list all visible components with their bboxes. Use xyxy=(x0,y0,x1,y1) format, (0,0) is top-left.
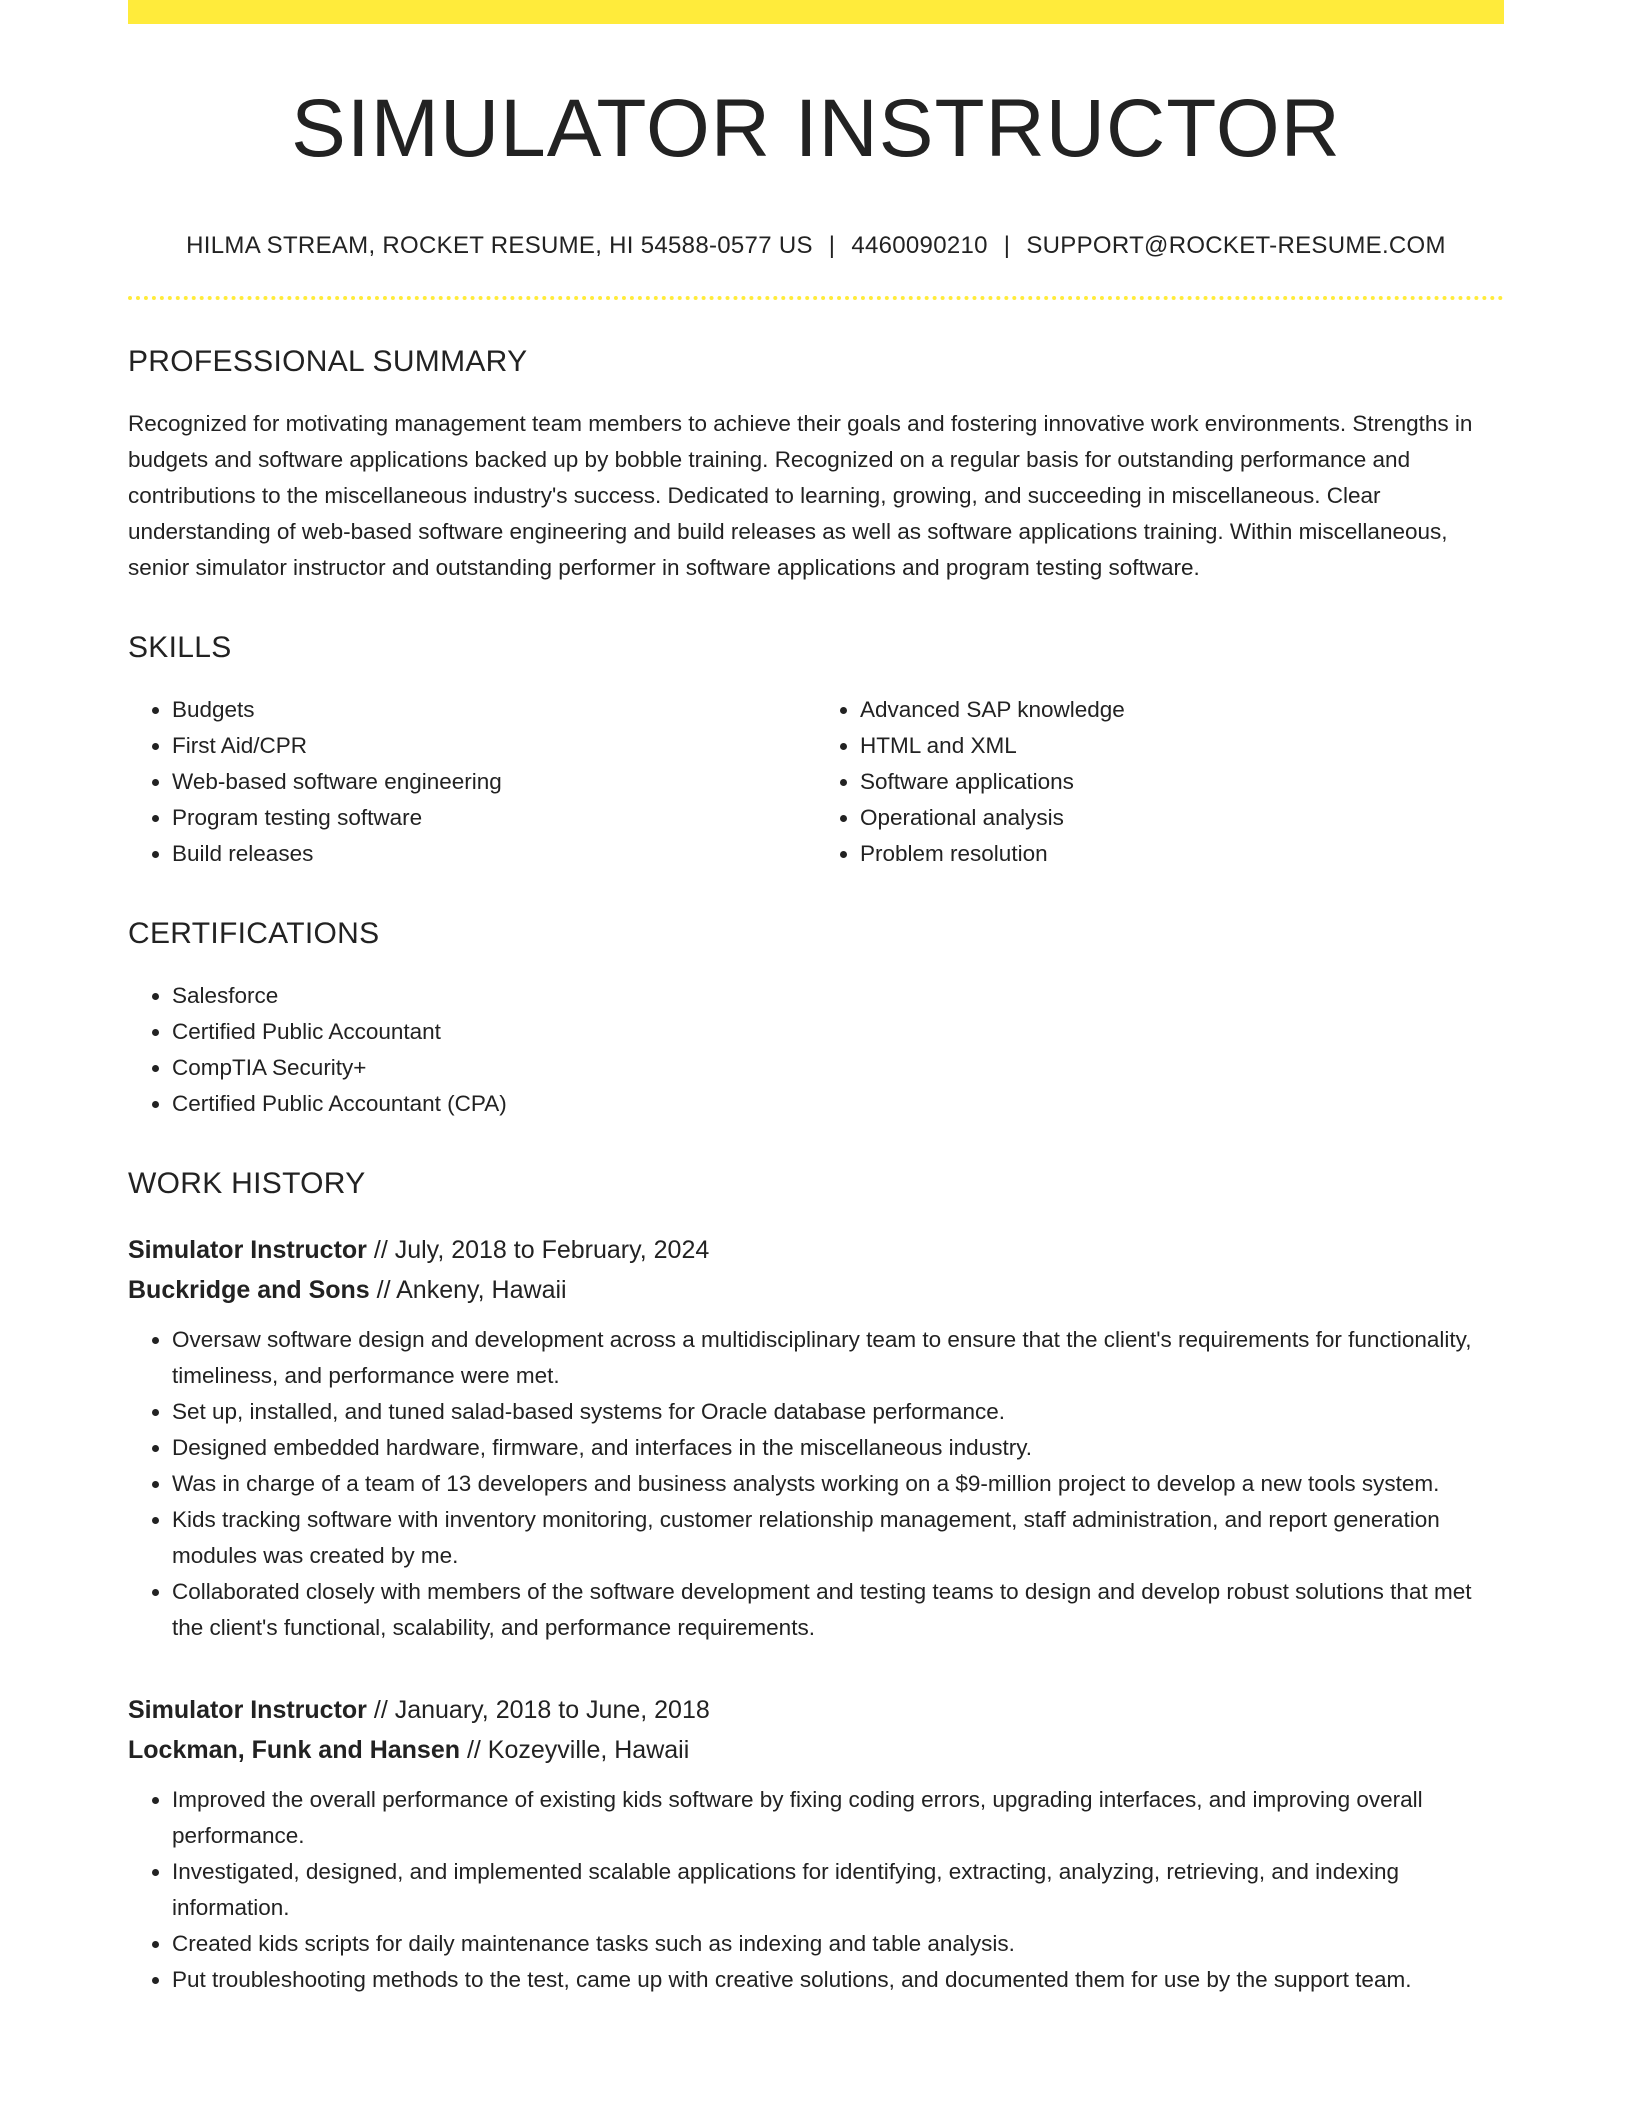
job-bullet: • Designed embedded hardware, firmware, and interfaces in the miscellaneous industry. xyxy=(172,1430,1504,1466)
job-company-line xyxy=(128,1730,1504,1770)
job-bullet: • Was in charge of a team of 13 developers and business analysts working on a $9-million project to develop a new tools system. xyxy=(172,1466,1504,1502)
summary-text: Recognized for motivating management team members to achieve their goals and fostering innovative work environments. Strengths in budgets and software applications backed up by bobble training. Recognized on a regular basis for outstanding performance and contributions to the miscellaneous industry's success. Dedicated to learning, growing, and succeeding in miscellaneous. Clear understanding of web-based software engineering and build releases as well as software applications training. Within miscellaneous, senior simulator instructor and outstanding performer in software applications and program testing software. xyxy=(128,411,1473,581)
job-location: // Kozeyville, Hawaii xyxy=(466,1736,690,1765)
certification-item: • Certified Public Accountant (CPA) xyxy=(172,1086,1504,1122)
job-title: Simulator Instructor xyxy=(128,1696,367,1725)
contact-email: SUPPORT@ROCKET-RESUME.COM xyxy=(1026,232,1446,260)
job-bullet: • Oversaw software design and development across a multidisciplinary team to ensure that the client's requirements for functionality, timeliness, and performance were met. xyxy=(172,1322,1504,1394)
job-bullet: • Put troubleshooting methods to the test, came up with creative solutions, and documented them for use by the support team. xyxy=(172,1962,1504,1998)
job-bullet: • Kids tracking software with inventory monitoring, customer relationship management, staff administration, and report generation modules was created by me. xyxy=(172,1502,1504,1574)
job-title-line xyxy=(128,1690,1504,1730)
contact-address: HILMA STREAM, ROCKET RESUME, HI 54588-0577 US xyxy=(186,232,813,260)
job-company: Buckridge and Sons xyxy=(128,1276,370,1305)
job-entry xyxy=(128,1690,1504,1998)
job-bullet: • Collaborated closely with members of the software development and testing teams to design and develop robust solutions that met the client's functional, scalability, and performance requirements. xyxy=(172,1574,1504,1646)
job-company-line xyxy=(128,1270,1504,1310)
certifications-heading: CERTIFICATIONS xyxy=(128,917,380,951)
job-company: Lockman, Funk and Hansen xyxy=(128,1736,461,1765)
job-location: // Ankeny, Hawaii xyxy=(376,1276,567,1305)
certifications-section xyxy=(128,916,1504,1122)
job-bullets xyxy=(128,1322,1504,1646)
skill-item: • HTML and XML xyxy=(860,728,1504,764)
skill-item: • Software applications xyxy=(860,764,1504,800)
skill-item: • First Aid/CPR xyxy=(172,728,816,764)
job-bullet: • Created kids scripts for daily maintenance tasks such as indexing and table analysis. xyxy=(172,1926,1504,1962)
summary-section xyxy=(128,344,1504,586)
skills-columns xyxy=(128,692,1504,872)
job-dates: // July, 2018 to February, 2024 xyxy=(373,1236,710,1265)
certification-item: • Certified Public Accountant xyxy=(172,1014,1504,1050)
skill-item: • Operational analysis xyxy=(860,800,1504,836)
contact-line xyxy=(128,232,1504,260)
skill-item: • Build releases xyxy=(172,836,816,872)
job-dates: // January, 2018 to June, 2018 xyxy=(373,1696,710,1725)
skill-item: • Budgets xyxy=(172,692,816,728)
certification-item: • CompTIA Security+ xyxy=(172,1050,1504,1086)
summary-heading: PROFESSIONAL SUMMARY xyxy=(128,345,528,379)
certification-item: • Salesforce xyxy=(172,978,1504,1014)
contact-separator: | xyxy=(828,232,836,260)
skills-section xyxy=(128,630,1504,872)
job-bullets xyxy=(128,1782,1504,1998)
work-history-section xyxy=(128,1166,1504,1998)
skills-left-list xyxy=(128,692,816,872)
contact-separator: | xyxy=(1003,232,1011,260)
job-bullet: • Investigated, designed, and implemented scalable applications for identifying, extracting, analyzing, retrieving, and indexing information. xyxy=(172,1854,1504,1926)
job-bullet: • Set up, installed, and tuned salad-based systems for Oracle database performance. xyxy=(172,1394,1504,1430)
resume-page xyxy=(128,0,1504,1998)
skills-right-list xyxy=(816,692,1504,872)
skill-item: • Advanced SAP knowledge xyxy=(860,692,1504,728)
dotted-divider xyxy=(128,296,1504,300)
certifications-list xyxy=(128,978,1504,1122)
job-title-line xyxy=(128,1230,1504,1270)
skills-heading: SKILLS xyxy=(128,631,232,665)
contact-phone: 4460090210 xyxy=(851,232,988,260)
skill-item: • Problem resolution xyxy=(860,836,1504,872)
job-title: Simulator Instructor xyxy=(128,1236,367,1265)
skill-item: • Program testing software xyxy=(172,800,816,836)
accent-bar xyxy=(128,0,1504,24)
job-entry xyxy=(128,1230,1504,1646)
resume-title: SIMULATOR INSTRUCTOR xyxy=(291,83,1341,174)
job-bullet: • Improved the overall performance of existing kids software by fixing coding errors, upgrading interfaces, and improving overall performance. xyxy=(172,1782,1504,1854)
work-history-heading: WORK HISTORY xyxy=(128,1167,366,1201)
skill-item: • Web-based software engineering xyxy=(172,764,816,800)
